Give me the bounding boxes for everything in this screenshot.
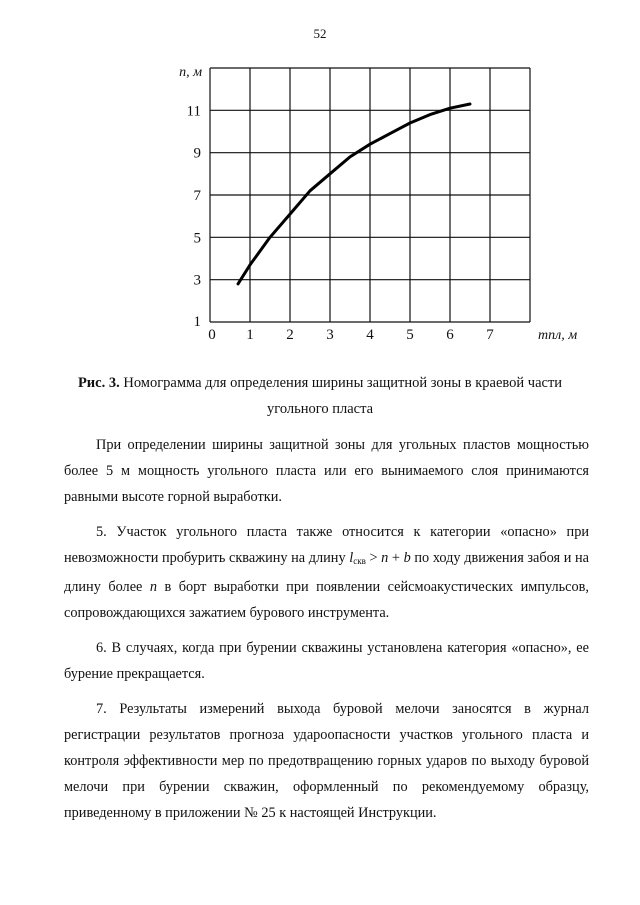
x-tick-label: 1 [246,327,254,343]
var-b: b [403,550,411,566]
x-tick-label: 4 [366,327,374,343]
paragraph-4: 7. Результаты измерений выхода буровой мелочи заносятся в журнал регистрации результатов прогноза удароопасности участков угольного пласта и контроля эффективности мер по предотвращению горных ударов по выходу буровой мелочи при бурении скважин, оформленный по рекомендуемому образцу, приведенному в приложении № 25 к настоящей Инструкции. [64,701,589,821]
paragraph-2 [64,519,589,626]
figure-caption [70,370,570,422]
x-tick-label: 5 [406,327,414,343]
y-tick-label: 9 [193,145,201,162]
y-tick-label: 5 [193,230,201,247]
nomogram-chart [0,0,640,360]
x-tick-label: 6 [446,327,454,343]
gt-sign: > [365,550,382,566]
paragraph-2-part-b: по ходу движения забоя и на длину более [64,550,590,595]
var-n-2: n [149,579,158,595]
x-tick-label: 2 [286,327,294,343]
y-tick-label: 7 [193,188,201,204]
data-curve [238,104,470,284]
plus-sign: + [388,550,404,566]
body-text [64,432,589,835]
var-l: l [349,550,354,566]
chart-svg [0,0,640,360]
paragraph-1: При определении ширины защитной зоны для угольных пластов мощностью более 5 м мощность угольного пласта или его вынимаемого слоя принимаются равными высоте горной выработки. [64,437,589,505]
page-number: 52 [313,26,327,41]
y-tick-label: 11 [186,103,201,120]
y-tick-label: 3 [193,272,201,289]
var-l-subscript: скв [353,556,366,566]
paragraph-2-part-a: 5. Участок угольного пласта также относится к категории «опасно» при невозможности пробурить скважину на длину [64,524,589,566]
paragraph-3: 6. В случаях, когда при бурении скважины установлена категория «опасно», ее бурение прекращается. [64,640,589,682]
paragraph-2-part-c: в борт выработки при появлении сейсмоакустических импульсов, сопровождающихся зажатием бурового инструмента. [64,579,589,621]
x-tick-label: 0 [208,327,216,343]
x-tick-label: 7 [486,327,494,343]
figure-label: Рис. 3. [77,375,120,391]
var-n: n [381,550,389,566]
y-tick-label: 1 [193,314,201,330]
x-axis-label: mпл, м [538,328,578,343]
x-tick-label: 3 [326,327,334,343]
y-axis-label: n, м [179,65,202,80]
figure-caption-text: Номограмма для определения ширины защитной зоны в краевой части угольного пласта [123,375,563,417]
